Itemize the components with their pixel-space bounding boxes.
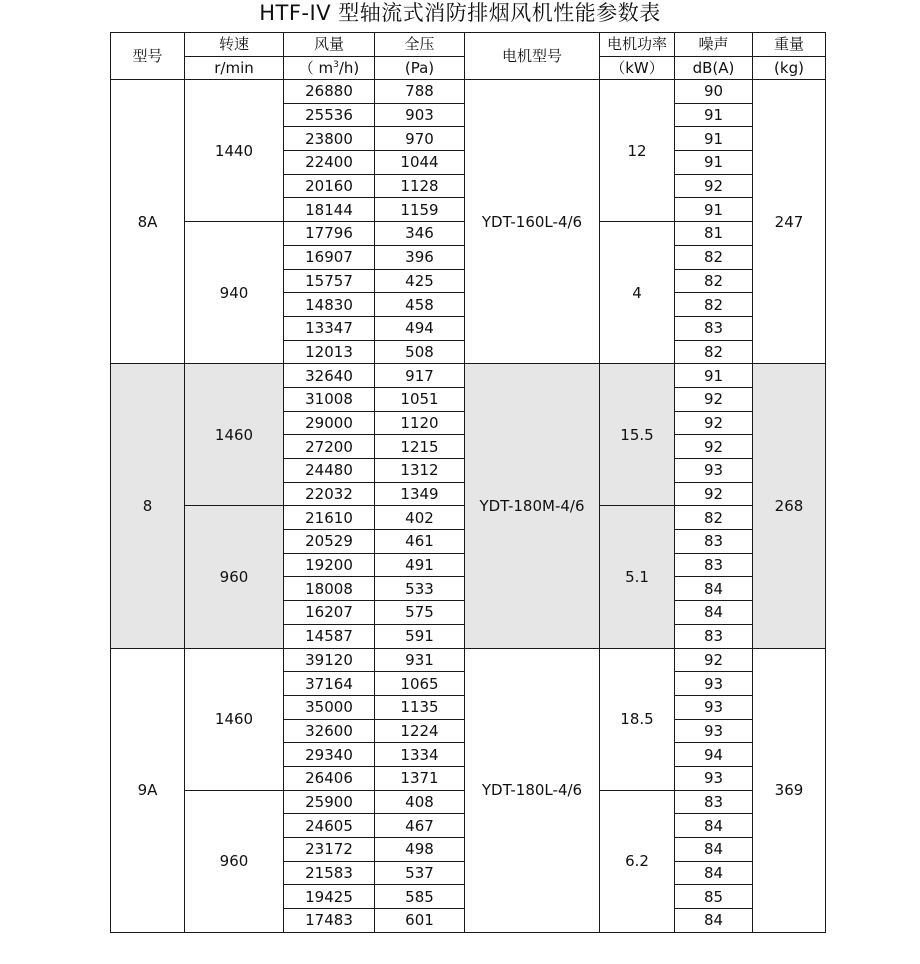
header-pressure-unit: (Pa)	[375, 56, 465, 80]
noise-cell: 82	[675, 293, 753, 317]
table-header	[111, 33, 826, 80]
pressure-cell: 1349	[375, 482, 465, 506]
noise-cell: 84	[675, 909, 753, 933]
noise-cell: 91	[675, 151, 753, 175]
airflow-cell: 18008	[284, 577, 375, 601]
airflow-cell: 24605	[284, 814, 375, 838]
speed-cell: 1460	[185, 648, 284, 790]
pressure-cell: 1159	[375, 198, 465, 222]
airflow-cell: 32640	[284, 364, 375, 388]
noise-cell: 93	[675, 672, 753, 696]
pressure-cell: 917	[375, 364, 465, 388]
pressure-cell: 402	[375, 506, 465, 530]
pressure-cell: 931	[375, 648, 465, 672]
header-speed: 转速	[185, 33, 284, 57]
airflow-cell: 39120	[284, 648, 375, 672]
pressure-cell: 1215	[375, 435, 465, 459]
noise-cell: 92	[675, 482, 753, 506]
noise-cell: 83	[675, 316, 753, 340]
table-row	[111, 80, 826, 104]
weight-cell: 268	[753, 364, 826, 648]
pressure-cell: 575	[375, 601, 465, 625]
noise-cell: 82	[675, 245, 753, 269]
pressure-cell: 1371	[375, 766, 465, 790]
noise-cell: 93	[675, 766, 753, 790]
noise-cell: 84	[675, 814, 753, 838]
model-group-9a	[111, 648, 826, 932]
pressure-cell: 1065	[375, 672, 465, 696]
power-cell: 18.5	[600, 648, 675, 790]
airflow-cell: 27200	[284, 435, 375, 459]
speed-cell: 1440	[185, 80, 284, 222]
noise-cell: 82	[675, 506, 753, 530]
airflow-cell: 16207	[284, 601, 375, 625]
noise-cell: 83	[675, 530, 753, 554]
noise-cell: 83	[675, 624, 753, 648]
airflow-cell: 26880	[284, 80, 375, 104]
airflow-cell: 16907	[284, 245, 375, 269]
noise-cell: 92	[675, 174, 753, 198]
header-airflow: 风量	[284, 33, 375, 57]
pressure-cell: 788	[375, 80, 465, 104]
pressure-cell: 346	[375, 222, 465, 246]
airflow-cell: 35000	[284, 695, 375, 719]
noise-cell: 93	[675, 719, 753, 743]
airflow-cell: 22400	[284, 151, 375, 175]
airflow-cell: 26406	[284, 766, 375, 790]
noise-cell: 93	[675, 695, 753, 719]
header-weight-unit: (kg)	[753, 56, 826, 80]
pressure-cell: 585	[375, 885, 465, 909]
airflow-cell: 32600	[284, 719, 375, 743]
noise-cell: 85	[675, 885, 753, 909]
pressure-cell: 537	[375, 861, 465, 885]
table-row	[111, 364, 826, 388]
page-title: HTF-IV 型轴流式消防排烟风机性能参数表	[259, 1, 661, 25]
pressure-cell: 494	[375, 316, 465, 340]
noise-cell: 82	[675, 269, 753, 293]
noise-cell: 91	[675, 127, 753, 151]
pressure-cell: 1044	[375, 151, 465, 175]
pressure-cell: 970	[375, 127, 465, 151]
fan-performance-table	[110, 32, 826, 933]
pressure-cell: 458	[375, 293, 465, 317]
power-cell: 15.5	[600, 364, 675, 506]
header-noise-unit: dB(A)	[675, 56, 753, 80]
header-weight: 重量	[753, 33, 826, 57]
airflow-cell: 29000	[284, 411, 375, 435]
header-noise: 噪声	[675, 33, 753, 57]
airflow-cell: 19200	[284, 553, 375, 577]
speed-cell: 940	[185, 222, 284, 364]
airflow-cell: 31008	[284, 387, 375, 411]
airflow-cell: 22032	[284, 482, 375, 506]
airflow-cell: 20160	[284, 174, 375, 198]
header-power-unit: （kW）	[600, 56, 675, 80]
model-group-8	[111, 364, 826, 648]
noise-cell: 91	[675, 198, 753, 222]
airflow-cell: 19425	[284, 885, 375, 909]
noise-cell: 90	[675, 80, 753, 104]
noise-cell: 83	[675, 553, 753, 577]
airflow-cell: 37164	[284, 672, 375, 696]
pressure-cell: 396	[375, 245, 465, 269]
pressure-cell: 601	[375, 909, 465, 933]
airflow-cell: 14830	[284, 293, 375, 317]
pressure-cell: 1224	[375, 719, 465, 743]
pressure-cell: 508	[375, 340, 465, 364]
pressure-cell: 408	[375, 790, 465, 814]
motor-cell: YDT-180L-4/6	[465, 648, 600, 932]
speed-cell: 960	[185, 790, 284, 932]
airflow-cell: 13347	[284, 316, 375, 340]
motor-cell: YDT-180M-4/6	[465, 364, 600, 648]
power-cell: 5.1	[600, 506, 675, 648]
pressure-cell: 591	[375, 624, 465, 648]
pressure-cell: 491	[375, 553, 465, 577]
header-speed-unit: r/min	[185, 56, 284, 80]
weight-cell: 369	[753, 648, 826, 932]
airflow-cell: 14587	[284, 624, 375, 648]
airflow-cell: 23800	[284, 127, 375, 151]
noise-cell: 92	[675, 648, 753, 672]
airflow-unit-pre: （ m	[298, 58, 334, 77]
pressure-cell: 1135	[375, 695, 465, 719]
noise-cell: 83	[675, 790, 753, 814]
pressure-cell: 461	[375, 530, 465, 554]
weight-cell: 247	[753, 80, 826, 364]
airflow-cell: 20529	[284, 530, 375, 554]
pressure-cell: 1128	[375, 174, 465, 198]
noise-cell: 91	[675, 103, 753, 127]
airflow-cell: 29340	[284, 743, 375, 767]
airflow-cell: 21610	[284, 506, 375, 530]
motor-cell: YDT-160L-4/6	[465, 80, 600, 364]
pressure-cell: 498	[375, 838, 465, 862]
airflow-cell: 23172	[284, 838, 375, 862]
airflow-cell: 24480	[284, 459, 375, 483]
noise-cell: 84	[675, 838, 753, 862]
airflow-cell: 17483	[284, 909, 375, 933]
airflow-unit-sup: 3	[333, 59, 339, 70]
header-row	[111, 33, 826, 57]
model-cell: 9A	[111, 648, 185, 932]
power-cell: 4	[600, 222, 675, 364]
model-cell: 8A	[111, 80, 185, 364]
header-power: 电机功率	[600, 33, 675, 57]
airflow-unit-post: /h)	[338, 58, 360, 77]
header-airflow-unit	[284, 56, 375, 80]
pressure-cell: 1312	[375, 459, 465, 483]
airflow-cell: 25900	[284, 790, 375, 814]
noise-cell: 92	[675, 387, 753, 411]
pressure-cell: 903	[375, 103, 465, 127]
airflow-cell: 25536	[284, 103, 375, 127]
noise-cell: 84	[675, 577, 753, 601]
pressure-cell: 533	[375, 577, 465, 601]
noise-cell: 92	[675, 411, 753, 435]
noise-cell: 84	[675, 861, 753, 885]
power-cell: 12	[600, 80, 675, 222]
airflow-cell: 12013	[284, 340, 375, 364]
pressure-cell: 467	[375, 814, 465, 838]
airflow-cell: 15757	[284, 269, 375, 293]
header-model: 型号	[111, 33, 185, 80]
power-cell: 6.2	[600, 790, 675, 932]
speed-cell: 1460	[185, 364, 284, 506]
header-motor: 电机型号	[465, 33, 600, 80]
noise-cell: 84	[675, 601, 753, 625]
noise-cell: 94	[675, 743, 753, 767]
table-row	[111, 648, 826, 672]
pressure-cell: 1334	[375, 743, 465, 767]
noise-cell: 91	[675, 364, 753, 388]
pressure-cell: 425	[375, 269, 465, 293]
airflow-cell: 21583	[284, 861, 375, 885]
speed-cell: 960	[185, 506, 284, 648]
pressure-cell: 1120	[375, 411, 465, 435]
noise-cell: 93	[675, 459, 753, 483]
noise-cell: 81	[675, 222, 753, 246]
noise-cell: 82	[675, 340, 753, 364]
model-cell: 8	[111, 364, 185, 648]
airflow-cell: 18144	[284, 198, 375, 222]
pressure-cell: 1051	[375, 387, 465, 411]
header-pressure: 全压	[375, 33, 465, 57]
airflow-cell: 17796	[284, 222, 375, 246]
noise-cell: 92	[675, 435, 753, 459]
model-group-8a	[111, 80, 826, 364]
